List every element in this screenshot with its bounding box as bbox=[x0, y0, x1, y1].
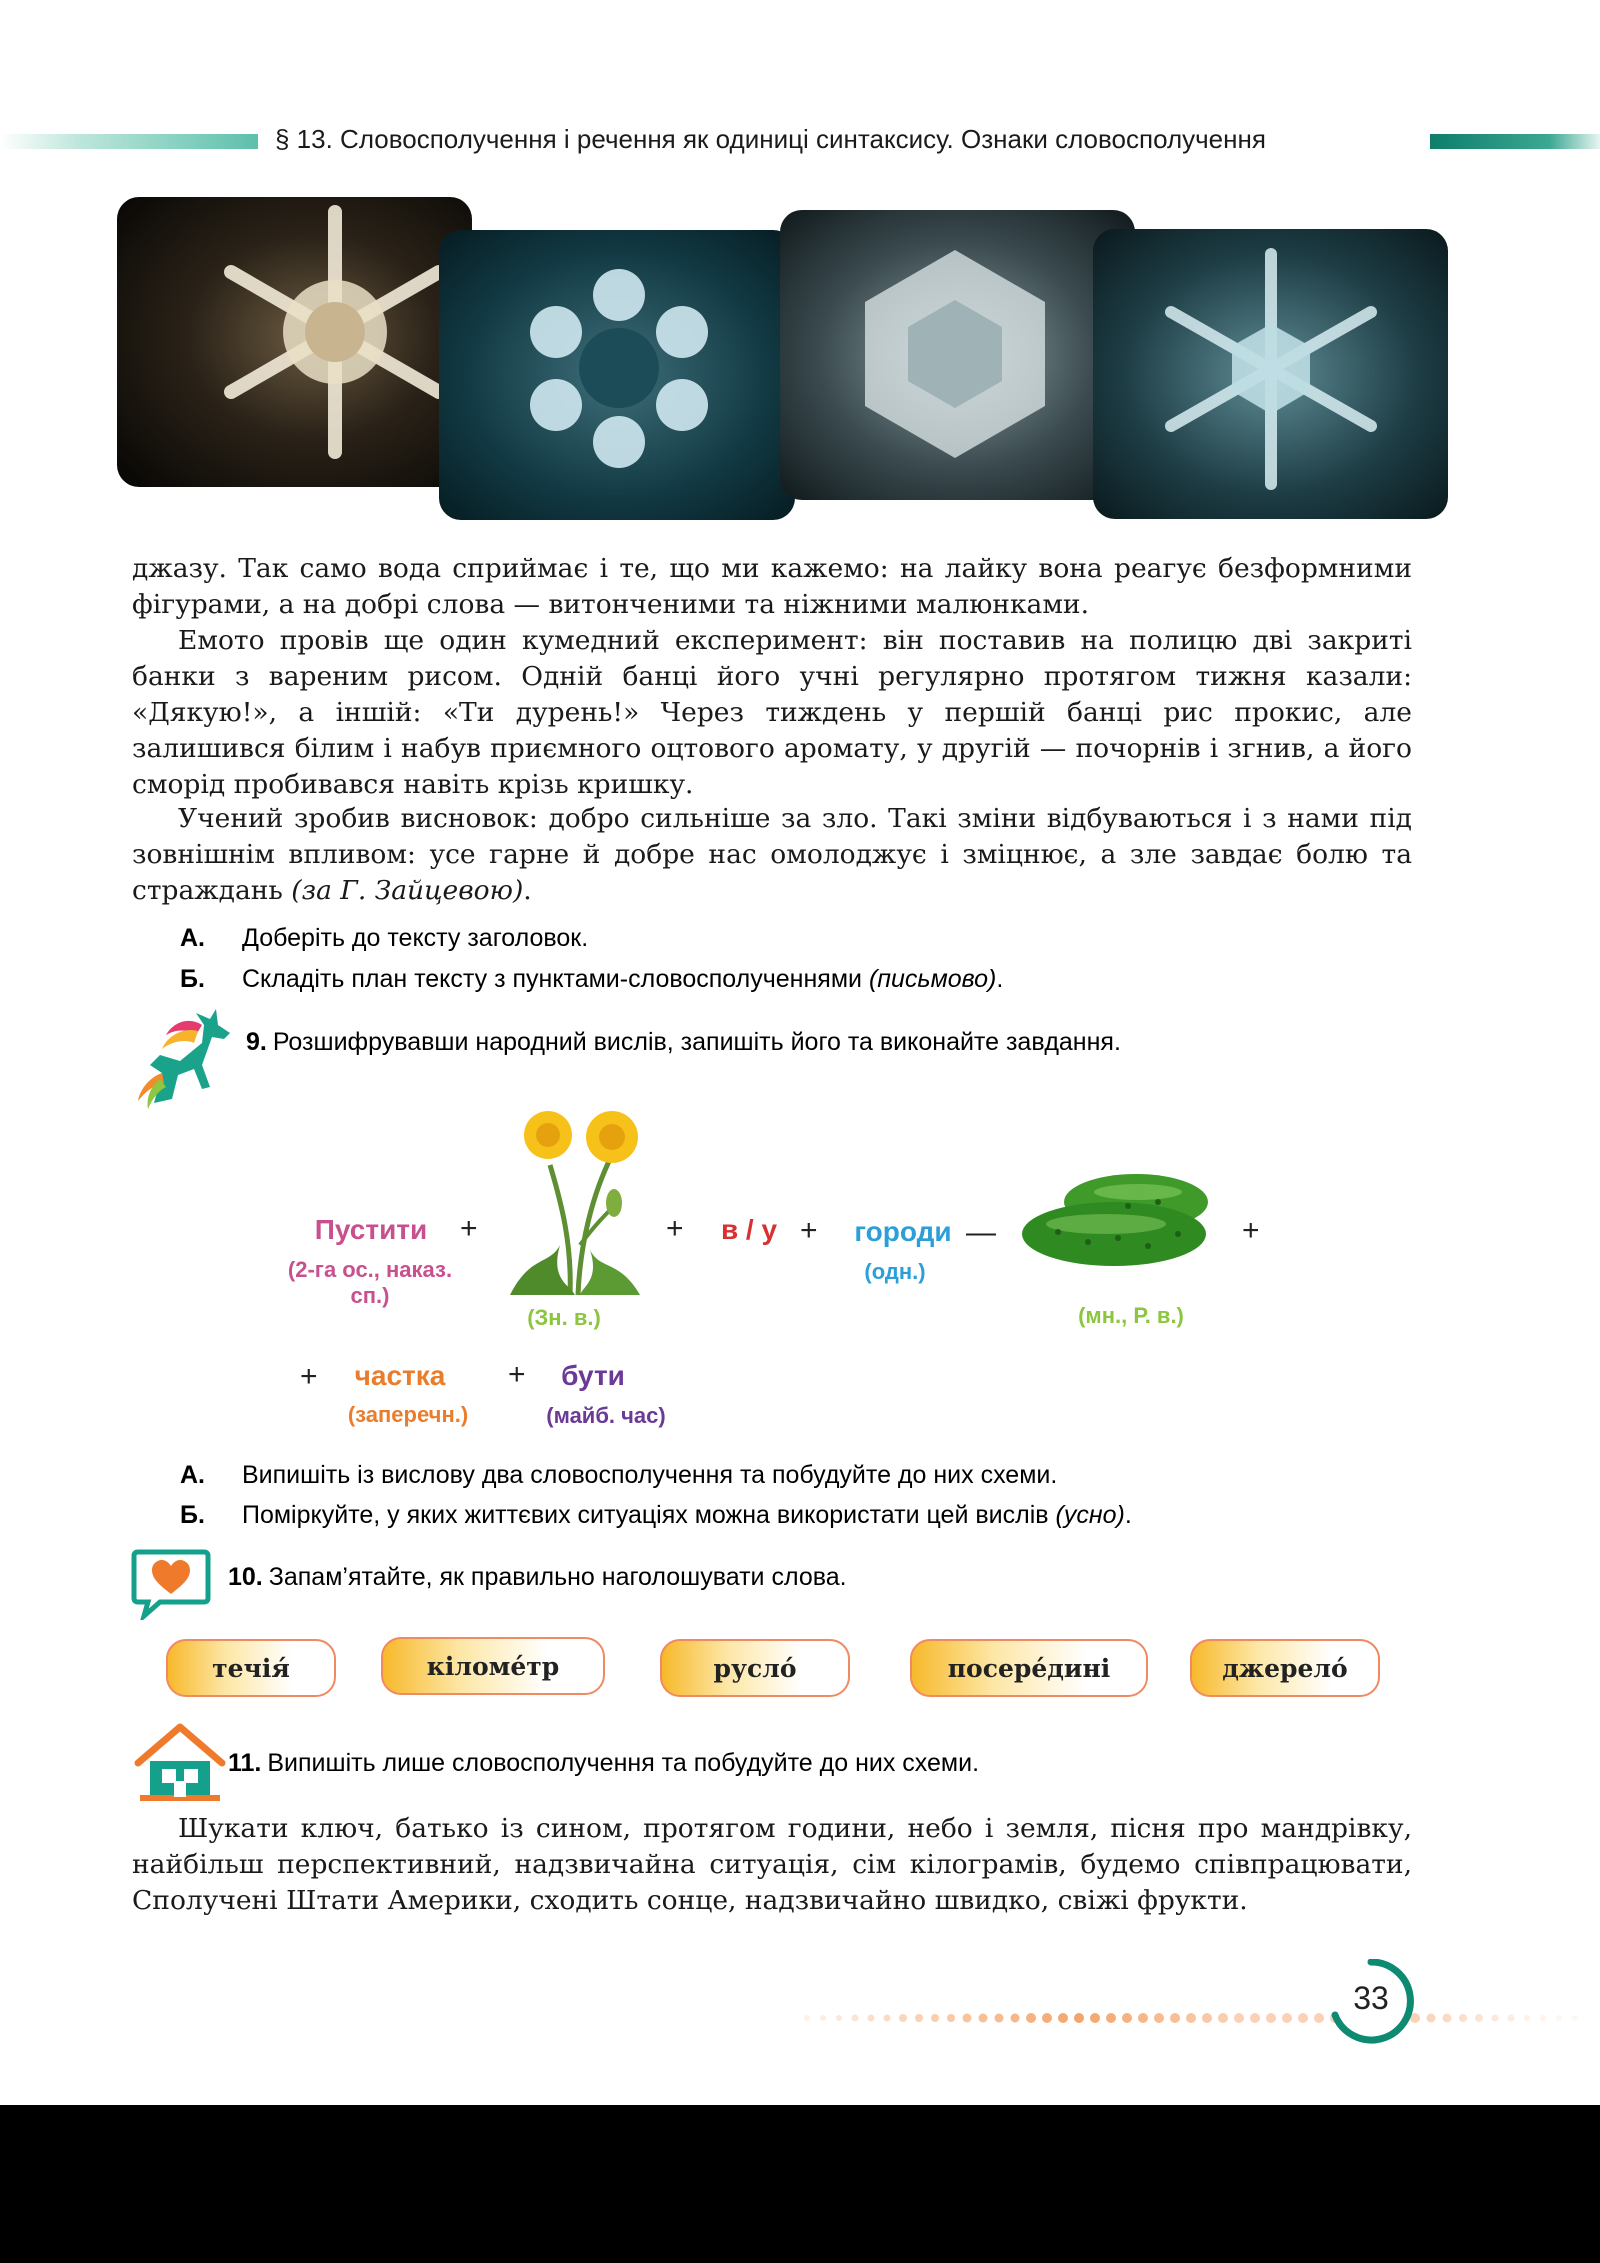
task9-letter-a: А. bbox=[180, 1461, 205, 1489]
cucumbers-icon bbox=[1018, 1162, 1234, 1274]
exercise-10-number: 10. bbox=[228, 1563, 263, 1591]
stress-word-chip: посере́дині bbox=[910, 1639, 1148, 1697]
exercise-9-number: 9. bbox=[246, 1028, 267, 1056]
rebus-plus-1: + bbox=[460, 1212, 478, 1245]
rebus-word-buty: бути bbox=[561, 1360, 625, 1391]
snowflake-photo-4 bbox=[1093, 229, 1448, 519]
rebus-word-horody: городи bbox=[854, 1216, 952, 1247]
header-decor-right bbox=[1430, 134, 1600, 149]
rebus-word-chastka-hint: (заперечн.) bbox=[347, 1402, 469, 1427]
page-number-text: 33 bbox=[1353, 1980, 1389, 2016]
stress-word-chip: джерело́ bbox=[1190, 1639, 1380, 1697]
rebus-plus-3: + bbox=[800, 1214, 818, 1247]
rebus-dash: — bbox=[966, 1216, 996, 1249]
section-header: § 13. Словосполучення і речення як одиниці синтаксису. Ознаки словосполучення bbox=[275, 124, 1266, 154]
task8-letter-a: А. bbox=[180, 924, 205, 952]
paragraph-1: джазу. Так само вода сприймає і те, що ми кажемо: на лайку вона реагує безформними фігурами, а на добрі слова — витонченими та ніжними малюнками. bbox=[132, 553, 1412, 620]
task9-b-main: Поміркуйте, у яких життєвих ситуаціях можна використати цей вислів bbox=[242, 1501, 1056, 1529]
stress-word-chip: русло́ bbox=[660, 1639, 850, 1697]
dandelion-icon bbox=[500, 1095, 650, 1300]
rebus-word-buty-hint: (майб. час) bbox=[546, 1403, 666, 1428]
paragraph-2: Емото провів ще один кумедний експеримент: він поставив на полицю дві закриті банки з вареним рисом. Одній банці його учні регулярно протягом тижня казали: «Дякую!», а іншій: «Ти дурень!» Через тиждень у першій банці рис прокис, але залишився білим і набув приємного оцтового аромату, у другій — почорнів і згнив, а його сморід пробивався навіть крізь кришку. bbox=[132, 625, 1412, 800]
page-number bbox=[1329, 1959, 1419, 2049]
exercise-11-text: Випишіть лише словосполучення та побудуйте до них схеми. bbox=[267, 1749, 980, 1777]
home-icon bbox=[132, 1721, 228, 1803]
rebus-plus-4: + bbox=[1242, 1214, 1260, 1247]
rebus-word-pustyty: Пустити bbox=[314, 1214, 428, 1245]
exercise-9-text: Розшифрувавши народний вислів, запишіть його та виконайте завдання. bbox=[272, 1028, 1121, 1056]
exercise-11-number: 11. bbox=[228, 1749, 262, 1777]
paragraph-3-main: Учений зробив висновок: добро сильніше за зло. Такі зміни відбуваються і з нами під зовнішнім впливом: усе гарне й добре нас омолоджує і зміцнює, а зле завдає болю та страждань bbox=[132, 803, 1412, 906]
rebus-word-pustyty-hint: (2-га ос., наказ. сп.) bbox=[287, 1257, 453, 1308]
task8-b-note: (письмово) bbox=[868, 965, 997, 993]
task8-text-b bbox=[242, 965, 1003, 994]
rebus-plus-6: + bbox=[508, 1358, 526, 1391]
exercise-11-text-block: Шукати ключ, батько із сином, протягом години, небо і земля, пісня про мандрівку, найбільш перспективний, надзвичайна ситуація, сім кілограмів, будемо співпрацювати, Сполучені Штати Америки, сходить сонце, надзвичайно швидко, свіжі фрукти. bbox=[132, 1813, 1412, 1916]
snowflake-photo-1 bbox=[117, 197, 472, 487]
task8-text-a: Доберіть до тексту заголовок. bbox=[242, 924, 589, 952]
header-decor-left bbox=[0, 134, 258, 149]
snowflake-photo-3 bbox=[780, 210, 1135, 500]
heart-speech-icon bbox=[130, 1548, 212, 1620]
task8-b-main: Складіть план тексту з пунктами-словосполученнями bbox=[242, 965, 869, 993]
task9-letter-b: Б. bbox=[180, 1501, 205, 1529]
rebus-cucumber-hint: (мн., Р. в.) bbox=[1078, 1303, 1184, 1328]
stress-word-chip: кіломе́тр bbox=[381, 1637, 605, 1695]
task9-text-a: Випишіть із вислову два словосполучення та побудуйте до них схеми. bbox=[242, 1461, 1058, 1489]
rebus-plus-5: + bbox=[300, 1360, 318, 1393]
exercise-9-title bbox=[246, 1028, 1121, 1057]
paragraph-3 bbox=[132, 801, 1412, 909]
rebus-word-horody-hint: (одн.) bbox=[864, 1259, 926, 1284]
unicorn-icon bbox=[132, 1003, 238, 1113]
rebus-plus-2: + bbox=[666, 1212, 684, 1245]
exercise-11-title bbox=[228, 1749, 979, 1778]
exercise-10-title bbox=[228, 1563, 847, 1592]
exercise-10-text: Запам’ятайте, як правильно наголошувати слова. bbox=[268, 1563, 847, 1591]
paragraph-3-end: . bbox=[523, 875, 532, 906]
task8-letter-b: Б. bbox=[180, 965, 205, 993]
task9-b-note: (усно) bbox=[1055, 1501, 1125, 1529]
rebus-flower-hint: (Зн. в.) bbox=[527, 1305, 601, 1330]
footer-dots-decor bbox=[800, 2011, 1590, 2025]
task8-b-end: . bbox=[996, 965, 1004, 993]
stress-word-chip: течія́ bbox=[166, 1639, 336, 1697]
task9-b-end: . bbox=[1124, 1501, 1132, 1529]
task9-text-b bbox=[242, 1501, 1132, 1530]
snowflake-photo-2 bbox=[439, 230, 795, 520]
rebus-preposition: в / у bbox=[720, 1214, 778, 1245]
paragraph-3-source: (за Г. Зайцевою) bbox=[291, 875, 524, 906]
rebus-word-chastka: частка bbox=[354, 1360, 446, 1391]
